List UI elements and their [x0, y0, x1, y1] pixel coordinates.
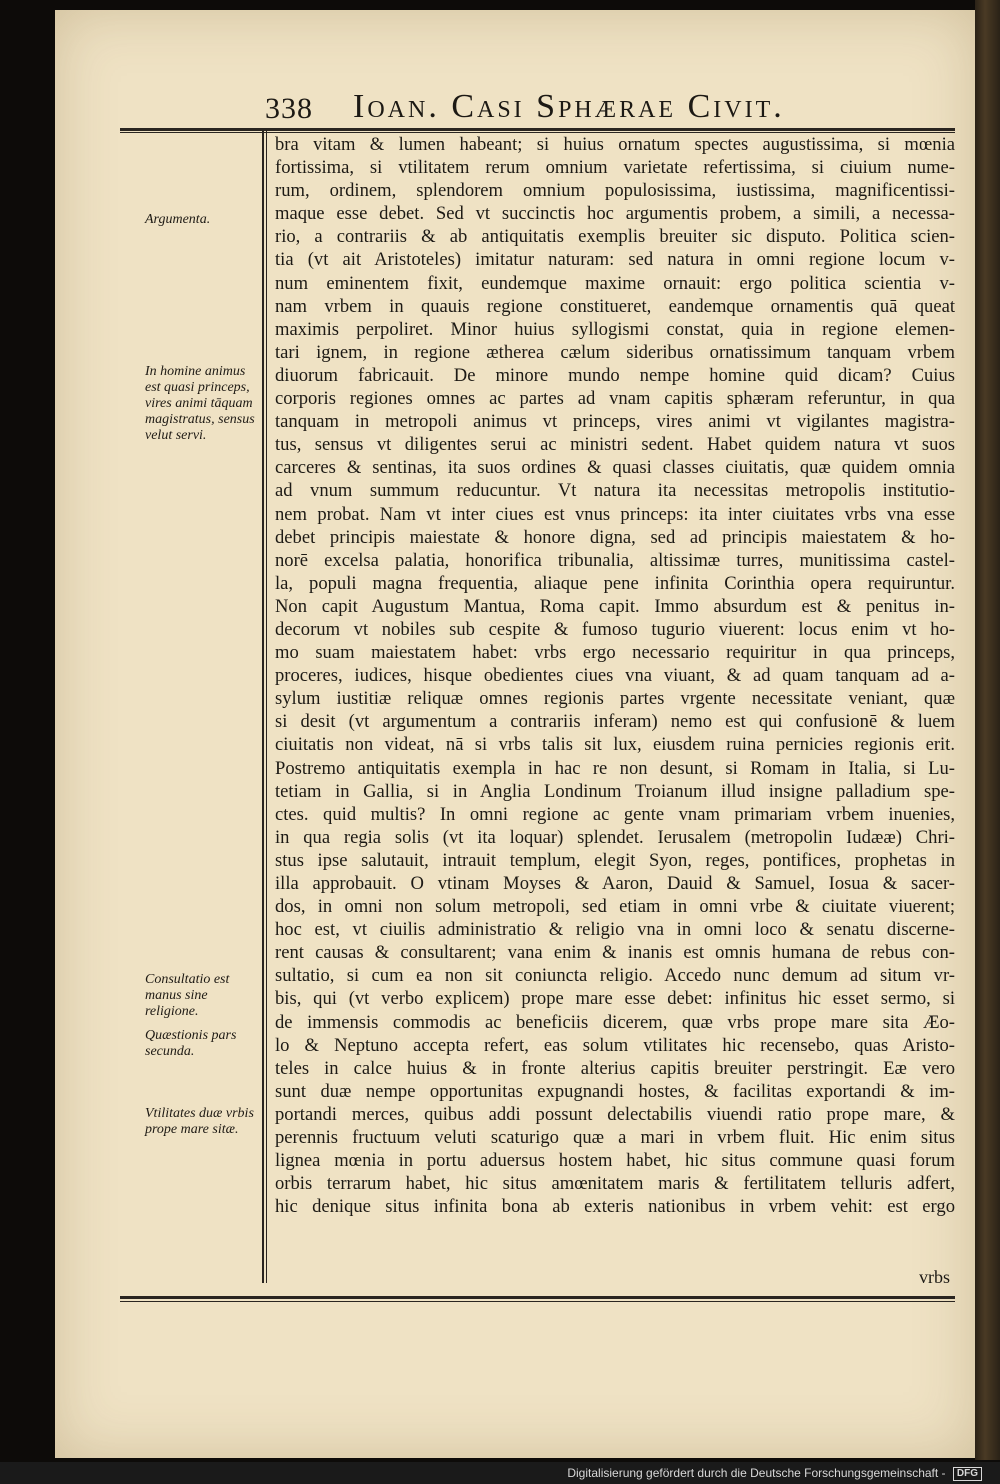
text-line: dos, in omni non solum metropoli, sed etiam in omni vrbe & ciuitate viuerent; — [275, 896, 955, 918]
header-rule — [120, 128, 955, 131]
margin-note-quaestio: Quæstionis pars secunda. — [145, 1028, 237, 1059]
text-line: num eminentem fixit, eundemque maxime ornauit: ergo politica scientia v- — [275, 272, 955, 294]
text-line: proceres, iudices, hisque obedientes ciues vna viuant, & ad quam tanquam ad a- — [275, 665, 955, 687]
margin-note-consultatio: Consultatio est manus sine religione. — [145, 972, 230, 1019]
text-line: Non capit Augustum Mantua, Roma capit. Immo absurdum est & penitus in- — [275, 595, 955, 617]
text-line: tanquam in metropoli animus vt princeps, vires animi vt vigilantes magistra- — [275, 411, 955, 433]
text-line: hoc est, vt ciuilis administratio & religio vna in omni loco & senatu discerne- — [275, 919, 955, 941]
running-head: Ioan. Casi Sphærae Civit. — [353, 88, 785, 125]
text-line: norē excelsa palatia, honorifica tribunalia, altissimæ turres, munitissima castel- — [275, 549, 955, 571]
text-line: tetiam in Gallia, si in Anglia Londinum Troianum illud insigne palladium spe- — [275, 780, 955, 802]
text-line: lignea mœnia in portu aduersus hostem habet, hic situs commune quasi forum — [275, 1150, 955, 1172]
text-line: maximis perpoliret. Minor huius syllogismi constat, quia in regione elemen- — [275, 318, 955, 340]
footer-text: Digitalisierung gefördert durch die Deutsche Forschungsgemeinschaft - — [567, 1466, 946, 1480]
text-line: stus ipse salutauit, intrauit templum, elegit Syon, reges, pontifices, prophetas in — [275, 849, 955, 871]
page-header — [265, 80, 955, 126]
dfg-logo: DFG — [953, 1467, 982, 1481]
page-edge — [975, 0, 1000, 1460]
text-line: rum, ordinem, splendorem omnium populosissima, iustissima, magnificentissi- — [275, 180, 955, 202]
text-line: mo suam maiestatem habet: vrbs ergo necessario requiritur in qua princeps, — [275, 642, 955, 664]
text-line: illa approbauit. O vtinam Moyses & Aaron, Dauid & Samuel, Iosua & sacer- — [275, 873, 955, 894]
text-line: orbis terrarum habet, hic situs amœnitatem maris & fertilitatem telluris adfert, — [275, 1173, 955, 1195]
text-line: perennis fructuum veluti scaturigo quæ a mari in vrbem fluit. Hic enim situs — [275, 1127, 955, 1149]
page-number: 338 — [265, 92, 313, 125]
text-line: tari ignem, in regione æthereа cælum sideribus ornatissimum tanquam vrbem — [275, 341, 955, 363]
text-line: ciuitatis non videat, nā si vrbs talis sit lux, eiusdem ruina pernicies regionis erit. — [275, 734, 955, 756]
text-line: de immensis commodis ac beneficiis dicerem, quæ vrbs prope mare sita Æo- — [275, 1011, 955, 1033]
digitization-footer — [0, 1462, 1000, 1484]
margin-note-argumenta: Argumenta. — [145, 212, 211, 227]
text-line: teles in calce huius & in fronte alterius capitis breuiter perstringit. Eæ vero — [275, 1057, 955, 1079]
margin-note-utilitates: Vtilitates duæ vrbis prope mare sitæ. — [145, 1106, 254, 1137]
margin-note-homo: In homine animus est quasi princeps, vires animi tāquam magistratus, sensus velut servi. — [145, 364, 255, 443]
text-line: nem probat. Nam vt inter ciues est vnus princeps: ita inter ciuitates vrbs vna esse — [275, 503, 955, 525]
text-line: portandi merces, quibus addi possunt delectabilis viuendi ratio prope mare, & — [275, 1103, 955, 1125]
text-line: debet principis maiestate & honore digna, sed ad principis maiestatem & ho- — [275, 526, 955, 548]
text-line: ad vnum summum reducuntur. Vt natura ita necessitas metropolis institutio- — [275, 480, 955, 502]
text-line: decorum vt nobiles sub cespite & fumoso tugurio viuerent: locus enim vt ho- — [275, 618, 955, 640]
text-line: sunt duæ nempe opportunitas expugnandi hostes, & facilitas exportandi & im- — [275, 1080, 955, 1102]
text-line: bra vitam & lumen habeant; si huius ornatum spectes augustissima, si mœnia — [275, 134, 955, 155]
text-line: corporis regiones omnes ac partes ad vnam capitis sphæram referuntur, in qua — [275, 388, 955, 410]
text-line: Postremo antiquitatis exempla in hac re non desunt, si Romam in Italia, si Lu- — [275, 757, 955, 779]
text-line: hic denique situs infinita bona ab exteris nationibus in vrbem vehit: est ergo — [275, 1196, 955, 1218]
text-line: rent causas & consultarent; vana enim & inanis est omnis humana de rebus con- — [275, 942, 955, 964]
text-line: bis, qui (vt verbo explicem) prope mare esse debet: infinitus hic esset sermo, si — [275, 988, 955, 1010]
text-line: si desit (vt argumentum a contrariis inferam) nemo est qui confusionē & luem — [275, 711, 955, 733]
footer-rule-thin — [120, 1301, 955, 1302]
text-line: diuorum fabricauit. De minore mundo nempe homine quid dicam? Cuius — [275, 364, 955, 386]
footer-rule — [120, 1296, 955, 1299]
text-line: maque esse debet. Sed vt succinctis hoc argumentis probem, a simili, a necessa- — [275, 203, 955, 225]
text-line: carceres & sentinas, ita suos ordines & quasi classes ciuitatis, quæ quidem omnia — [275, 457, 955, 479]
margin-rule-thin — [266, 128, 267, 1283]
text-line: tus, sensus vt diligentes serui ac ministri sedent. Habet quidem natura vt suos — [275, 434, 955, 456]
catchword: vrbs — [919, 1267, 950, 1287]
text-line: la, populi magna frequentia, aliaque pene infinita Corinthia opera requiruntur. — [275, 572, 955, 594]
text-line: in qua regia solis (vt ita loquar) splendet. Ierusalem (metropolin Iudææ) Chri- — [275, 826, 955, 848]
text-line: lo & Neptuno accepta refert, eas solum vtilitates hic recensebo, quas Aristo- — [275, 1034, 955, 1056]
main-text — [275, 133, 955, 1218]
text-line: nam vrbem in quauis regione constitueret, eandemque ornamentis quā queat — [275, 295, 955, 317]
text-line: sultatio, si cum ea non sit coniuncta religio. Accedo nunc demum ad situm vr- — [275, 965, 955, 987]
text-line: fortissima, si vtilitatem rerum omnium varietate refertissima, si ciuium nume- — [275, 157, 955, 179]
text-line: ctes. quid multis? In omni regione ac gente vnam primariam vrbem inuenies, — [275, 803, 955, 825]
text-line: rio, a contrariis & ab antiquitatis exemplis breuiter sic disputo. Politica scien- — [275, 226, 955, 248]
text-line: tia (vt ait Aristoteles) imitatur naturam: sed natura in omni regione locum v- — [275, 249, 955, 271]
text-line: sylum iustitiæ reliquæ omnes regionis partes vrgente necessitate veniant, quæ — [275, 688, 955, 710]
